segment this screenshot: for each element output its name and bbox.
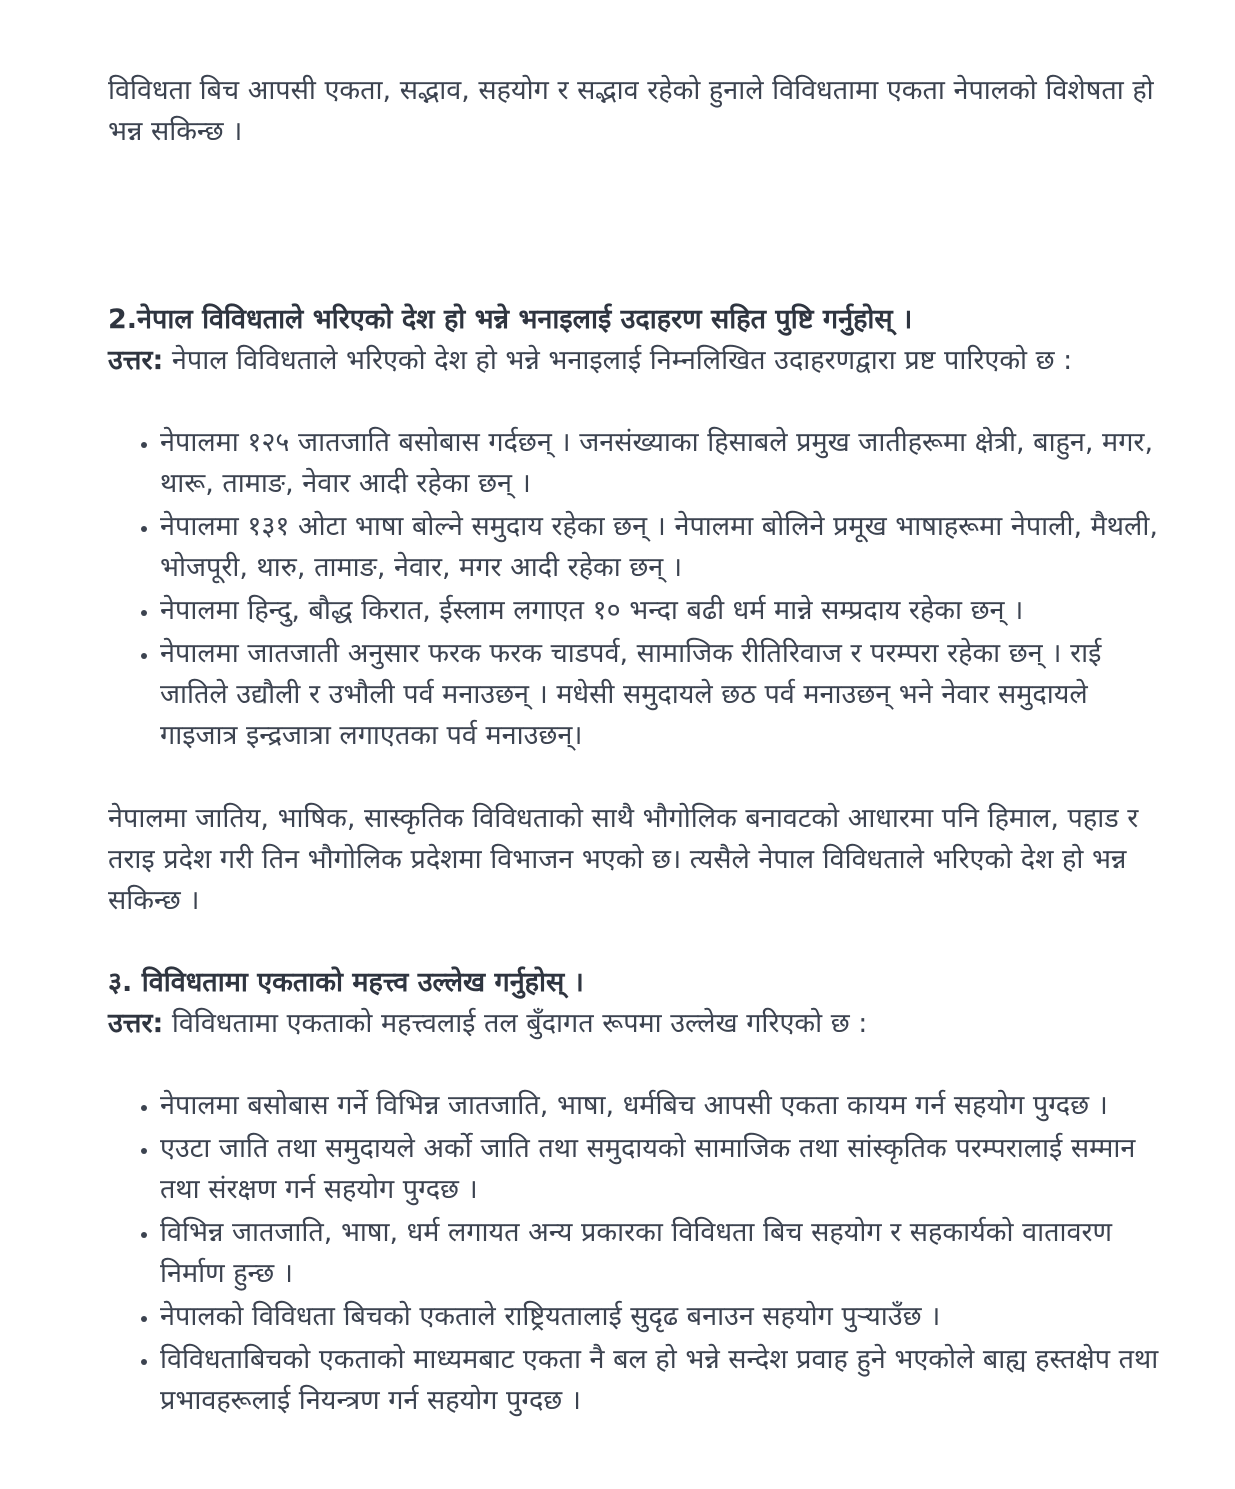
spacer [108,381,1168,422]
list-item: • नेपालको विविधता बिचको एकताले राष्ट्रियतालाई सुदृढ बनाउन सहयोग पुर्‍याउँछ । [160,1296,1168,1337]
answer-label: उत्तर: [108,345,164,376]
section-spacer [108,152,1168,299]
question-3-heading: ३. विविधतामा एकताको महत्त्व उल्लेख गर्नुहोस् । [108,967,584,998]
question-3-answer-intro [108,1003,1168,1044]
spacer [108,1044,1168,1085]
list-item: • नेपालमा हिन्दु, बौद्ध किरात, ईस्लाम लगाएत १० भन्दा बढी धर्म मान्ने सम्प्रदाय रहेका छन् । [160,590,1168,631]
question-3-bullet-list [108,1085,1168,1421]
answer-intro-text: विविधतामा एकताको महत्त्वलाई तल बुँदागत रूपमा उल्लेख गरिएको छ : [171,1008,868,1039]
list-item: • नेपालमा १२५ जातजाति बसोबास गर्दछन् । जनसंख्याका हिसाबले प्रमुख जातीहरूमा क्षेत्री, बाहुन, मगर, थारू, तामाङ, नेवार आदी रहेका छन् । [160,422,1168,504]
spacer [108,758,1168,798]
list-item: • एउटा जाति तथा समुदायले अर्को जाति तथा समुदायको सामाजिक तथा सांस्कृतिक परम्परालाई सम्मान तथा संरक्षण गर्न सहयोग पुग्दछ । [160,1128,1168,1210]
list-item: • नेपालमा बसोबास गर्ने विभिन्न जातजाति, भाषा, धर्मबिच आपसी एकता कायम गर्न सहयोग पुग्दछ । [160,1085,1168,1126]
question-2-bullet-list [108,422,1168,756]
document-body [108,70,1168,1423]
list-item: • विभिन्न जातजाति, भाषा, धर्म लगायत अन्य प्रकारका विविधता बिच सहयोग र सहकार्यको वातावरण निर्माण हुन्छ । [160,1212,1168,1294]
question-2-answer-intro [108,340,1168,381]
question-2-heading: 2.नेपाल विविधताले भरिएको देश हो भन्ने भनाइलाई उदाहरण सहित पुष्टि गर्नुहोस् । [108,304,913,335]
intro-paragraph: विविधता बिच आपसी एकता, सद्भाव, सहयोग र सद्भाव रहेको हुनाले विविधतामा एकता नेपालको विशेषता हो भन्न सकिन्छ । [108,75,1154,147]
question-2-conclusion: नेपालमा जातिय, भाषिक, सास्कृतिक विविधताको साथै भौगोलिक बनावटको आधारमा पनि हिमाल, पहाड र तराइ प्रदेश गरी तिन भौगोलिक प्रदेशमा विभाजन भएको छ। त्यसैले नेपाल विविधताले भरिएको देश हो भन्न सकिन्छ । [108,803,1139,916]
spacer [108,921,1168,962]
list-item: • नेपालमा १३१ ओटा भाषा बोल्ने समुदाय रहेका छन् । नेपालमा बोलिने प्रमूख भाषाहरूमा नेपाली, मैथली, भोजपूरी, थारु, तामाङ, नेवार, मगर आदी रहेका छन् । [160,506,1168,588]
answer-label: उत्तर: [108,1008,164,1039]
list-item: • विविधताबिचको एकताको माध्यमबाट एकता नै बल हो भन्ने सन्देश प्रवाह हुने भएकोले बाह्य हस्तक्षेप तथा प्रभावहरूलाई नियन्त्रण गर्न सहयोग पुग्दछ । [160,1339,1168,1421]
answer-intro-text: नेपाल विविधताले भरिएको देश हो भन्ने भनाइलाई निम्नलिखित उदाहरणद्वारा प्रष्ट पारिएको छ : [171,345,1073,376]
list-item: • नेपालमा जातजाती अनुसार फरक फरक चाडपर्व, सामाजिक रीतिरिवाज र परम्परा रहेका छन् । राई जातिले उद्यौली र उभौली पर्व मनाउछन् । मधेसी समुदायले छठ पर्व मनाउछन् भने नेवार समुदायले गाइजात्र इन्द्रजात्रा लगाएतका पर्व मनाउछन्। [160,633,1168,756]
